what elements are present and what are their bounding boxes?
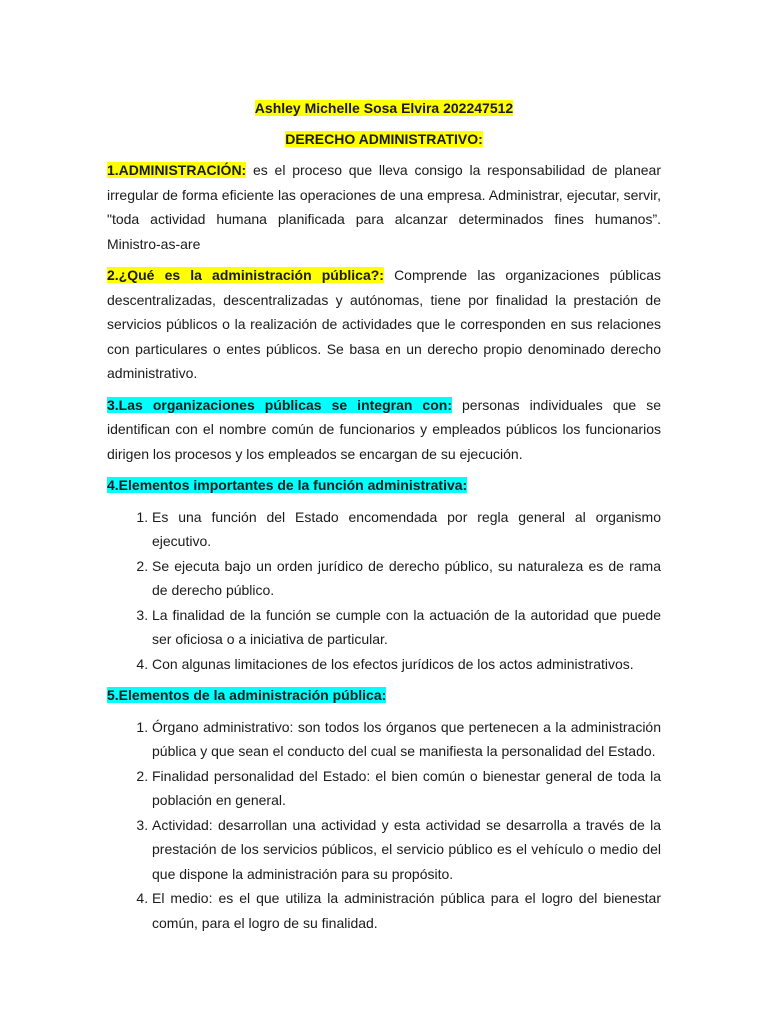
list-item: 2. Se ejecuta bajo un orden jurídico de derecho público, su naturaleza es de rama de derecho público. (152, 554, 661, 603)
section-1-text: es el proceso que lleva consigo la responsabilidad de planear irregular de forma eficiente las operaciones de una empresa. Administrar, ejecutar, servir, "toda actividad humana planificada para alcanzar determinados fines humanos”. Ministro-as-are (107, 162, 661, 252)
section-4-heading: 4.Elementos importantes de la función administrativa: (107, 477, 468, 493)
section-3-text: personas individuales que se identifican con el nombre común de funcionarios y empleados públicos los funcionarios dirigen los procesos y los empleados se encargan de su ejecución. (107, 396, 661, 462)
section-5-heading: 5.Elementos de la administración pública: (107, 687, 387, 703)
list-item: 1. Es una función del Estado encomendada por regla general al organismo ejecutivo. (152, 505, 661, 554)
section-2-heading: 2.¿Qué es la administración pública?: (107, 267, 384, 283)
list-item: 4. Con algunas limitaciones de los efectos jurídicos de los actos administrativos. (152, 652, 661, 677)
section-5-list (107, 715, 661, 936)
list-item: 2. Finalidad personalidad del Estado: el bien común o bienestar general de toda la población en general. (152, 764, 661, 813)
list-item: 3. La finalidad de la función se cumple con la actuación de la autoridad que puede ser oficiosa o a iniciativa de particular. (152, 603, 661, 652)
section-4 (107, 473, 661, 498)
author-line (107, 96, 661, 120)
section-3 (107, 393, 661, 467)
section-1-heading: 1.ADMINISTRACIÓN: (107, 162, 247, 178)
list-item: 4. El medio: es el que utiliza la administración pública para el logro del bienestar común, para el logro de su finalidad. (152, 886, 661, 935)
section-1 (107, 158, 661, 256)
list-item: 1. Órgano administrativo: son todos los órganos que pertenecen a la administración pública y que sean el conducto del cual se manifiesta la personalidad del Estado. (152, 715, 661, 764)
section-2 (107, 263, 661, 386)
document-title (107, 127, 661, 151)
section-3-heading: 3.Las organizaciones públicas se integran con: (107, 396, 452, 413)
section-2-text: Comprende las organizaciones públicas descentralizadas, descentralizadas y autónomas, tiene por finalidad la prestación de servicios públicos o la realización de actividades que le corresponden en sus relaciones con particulares o entes públicos. Se basa en un derecho propio denominado derecho administrativo. (107, 267, 661, 381)
title-text: DERECHO ADMINISTRATIVO: (285, 131, 483, 147)
section-4-list (107, 505, 661, 677)
list-item: 3. Actividad: desarrollan una actividad y esta actividad se desarrolla a través de la prestación de los servicios públicos, el servicio público es el vehículo o medio del que dispone la administración para su propósito. (152, 813, 661, 887)
author-name: Ashley Michelle Sosa Elvira 202247512 (254, 100, 514, 116)
document-body (107, 96, 661, 942)
section-5 (107, 683, 661, 708)
